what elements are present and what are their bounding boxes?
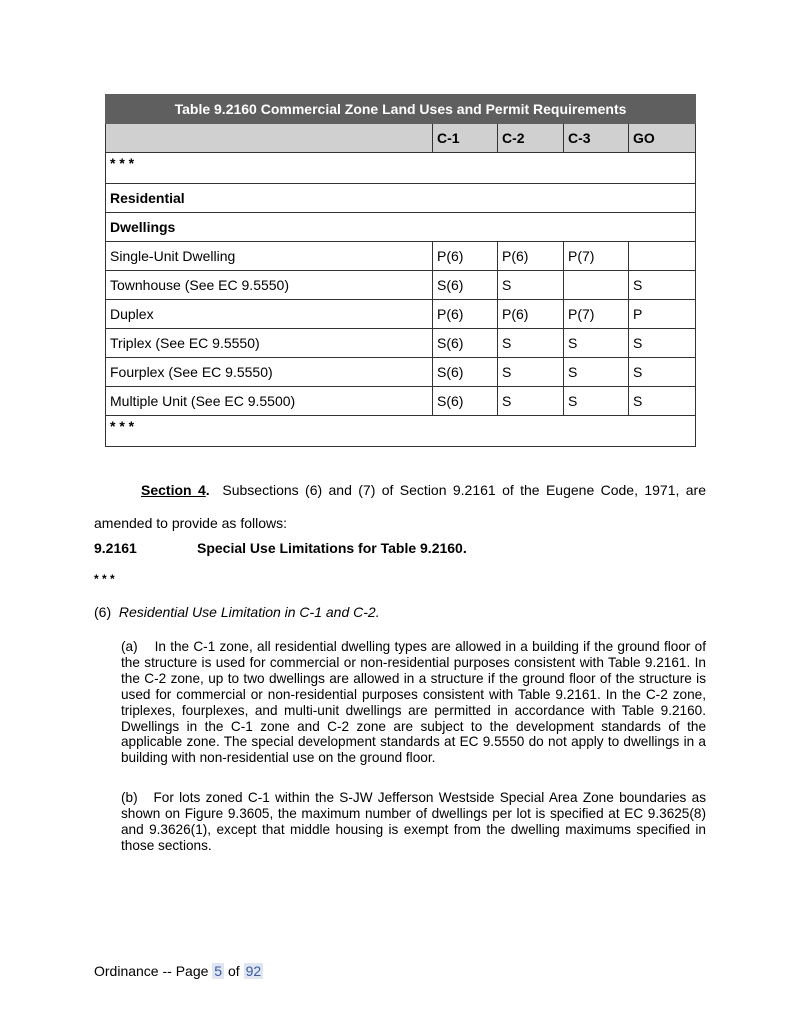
header-go: GO xyxy=(629,124,696,153)
c3-cell xyxy=(564,271,629,300)
table-row xyxy=(106,387,696,416)
c2-cell: S xyxy=(498,387,564,416)
use-cell: Single-Unit Dwelling xyxy=(106,242,433,271)
table-row xyxy=(106,242,696,271)
section-4-first-line: Section 4. Subsections (6) and (7) of Section 9.2161 of the Eugene Code, 1971, are xyxy=(141,482,707,498)
c1-cell: P(6) xyxy=(433,300,498,329)
table-row xyxy=(106,271,696,300)
section-4-continuation: amended to provide as follows: xyxy=(94,515,287,531)
c2-cell: P(6) xyxy=(498,242,564,271)
table-row xyxy=(106,153,696,184)
c2-cell: S xyxy=(498,358,564,387)
section-dwellings: Dwellings xyxy=(106,213,696,242)
c2-cell: P(6) xyxy=(498,300,564,329)
land-use-table xyxy=(105,94,696,447)
go-cell xyxy=(629,242,696,271)
section-4-label: Section 4 xyxy=(141,482,206,498)
c3-cell: S xyxy=(564,358,629,387)
paragraph-b: (b) For lots zoned C-1 within the S-JW Jefferson Westside Special Area Zone boundaries as shown on Figure 9.3605, the maximum number of dwellings per lot is specified at EC 9.3625(8) and 9.3626(1), except that middle housing is exempt from the dwelling maximums specified in those sections. xyxy=(121,790,706,853)
c1-cell: S(6) xyxy=(433,387,498,416)
footer-of: of xyxy=(227,963,240,979)
go-cell: S xyxy=(629,387,696,416)
table-row xyxy=(106,416,696,447)
go-cell: S xyxy=(629,271,696,300)
page-footer xyxy=(94,963,263,979)
omission-stars: * * * xyxy=(106,153,696,184)
c2-cell: S xyxy=(498,329,564,358)
table-row xyxy=(106,300,696,329)
c3-cell: P(7) xyxy=(564,242,629,271)
go-cell: P xyxy=(629,300,696,329)
table-row xyxy=(106,213,696,242)
table-row xyxy=(106,329,696,358)
go-cell: S xyxy=(629,329,696,358)
table-title: Table 9.2160 Commercial Zone Land Uses and Permit Requirements xyxy=(106,95,696,124)
subsection-6-title: Residential Use Limitation in C-1 and C-2. xyxy=(118,604,380,620)
c1-cell: S(6) xyxy=(433,271,498,300)
header-c1: C-1 xyxy=(433,124,498,153)
use-cell: Townhouse (See EC 9.5550) xyxy=(106,271,433,300)
code-section-number: 9.2161 xyxy=(94,540,137,556)
use-cell: Duplex xyxy=(106,300,433,329)
c1-cell: S(6) xyxy=(433,358,498,387)
table-row xyxy=(106,358,696,387)
subsection-6-number: (6) xyxy=(94,604,112,620)
current-page-number: 5 xyxy=(214,963,223,979)
use-cell: Triplex (See EC 9.5550) xyxy=(106,329,433,358)
total-page-count: 92 xyxy=(245,963,262,979)
header-use xyxy=(106,124,433,153)
c2-cell: S xyxy=(498,271,564,300)
use-cell: Fourplex (See EC 9.5550) xyxy=(106,358,433,387)
table-title-row xyxy=(106,95,696,124)
omission-stars: * * * xyxy=(94,572,115,586)
section-4-paragraph xyxy=(94,474,706,540)
go-cell: S xyxy=(629,358,696,387)
code-section-heading xyxy=(94,540,467,556)
omission-stars: * * * xyxy=(106,416,696,447)
c1-cell: S(6) xyxy=(433,329,498,358)
paragraph-a: (a) In the C-1 zone, all residential dwelling types are allowed in a building if the ground floor of the structure is used for commercial or non-residential purposes consistent with Table 9.2161. In the C-2 zone, up to two dwellings are allowed in a structure if the ground floor of the structure is used for commercial or non-residential purposes consistent with Table 9.2161. In the C-2 zone, triplexes, fourplexes, and multi-unit dwellings are permitted in accordance with Table 9.2160. Dwellings in the C-1 zone and C-2 zone are subject to the development standards of the applicable zone. The special development standards at EC 9.5550 do not apply to dwellings in a building with non-residential use on the ground floor. xyxy=(121,639,706,766)
footer-prefix: Ordinance -- Page xyxy=(94,963,209,979)
header-c3: C-3 xyxy=(564,124,629,153)
c3-cell: S xyxy=(564,387,629,416)
section-residential: Residential xyxy=(106,184,696,213)
table-row xyxy=(106,184,696,213)
subsection-6-heading xyxy=(94,604,380,620)
c3-cell: P(7) xyxy=(564,300,629,329)
code-section-title: Special Use Limitations for Table 9.2160. xyxy=(197,540,467,556)
use-cell: Multiple Unit (See EC 9.5500) xyxy=(106,387,433,416)
c3-cell: S xyxy=(564,329,629,358)
table-header-row xyxy=(106,124,696,153)
section-4-text: Subsections (6) and (7) of Section 9.2161 of the Eugene Code, 1971, are xyxy=(222,482,707,498)
c1-cell: P(6) xyxy=(433,242,498,271)
header-c2: C-2 xyxy=(498,124,564,153)
